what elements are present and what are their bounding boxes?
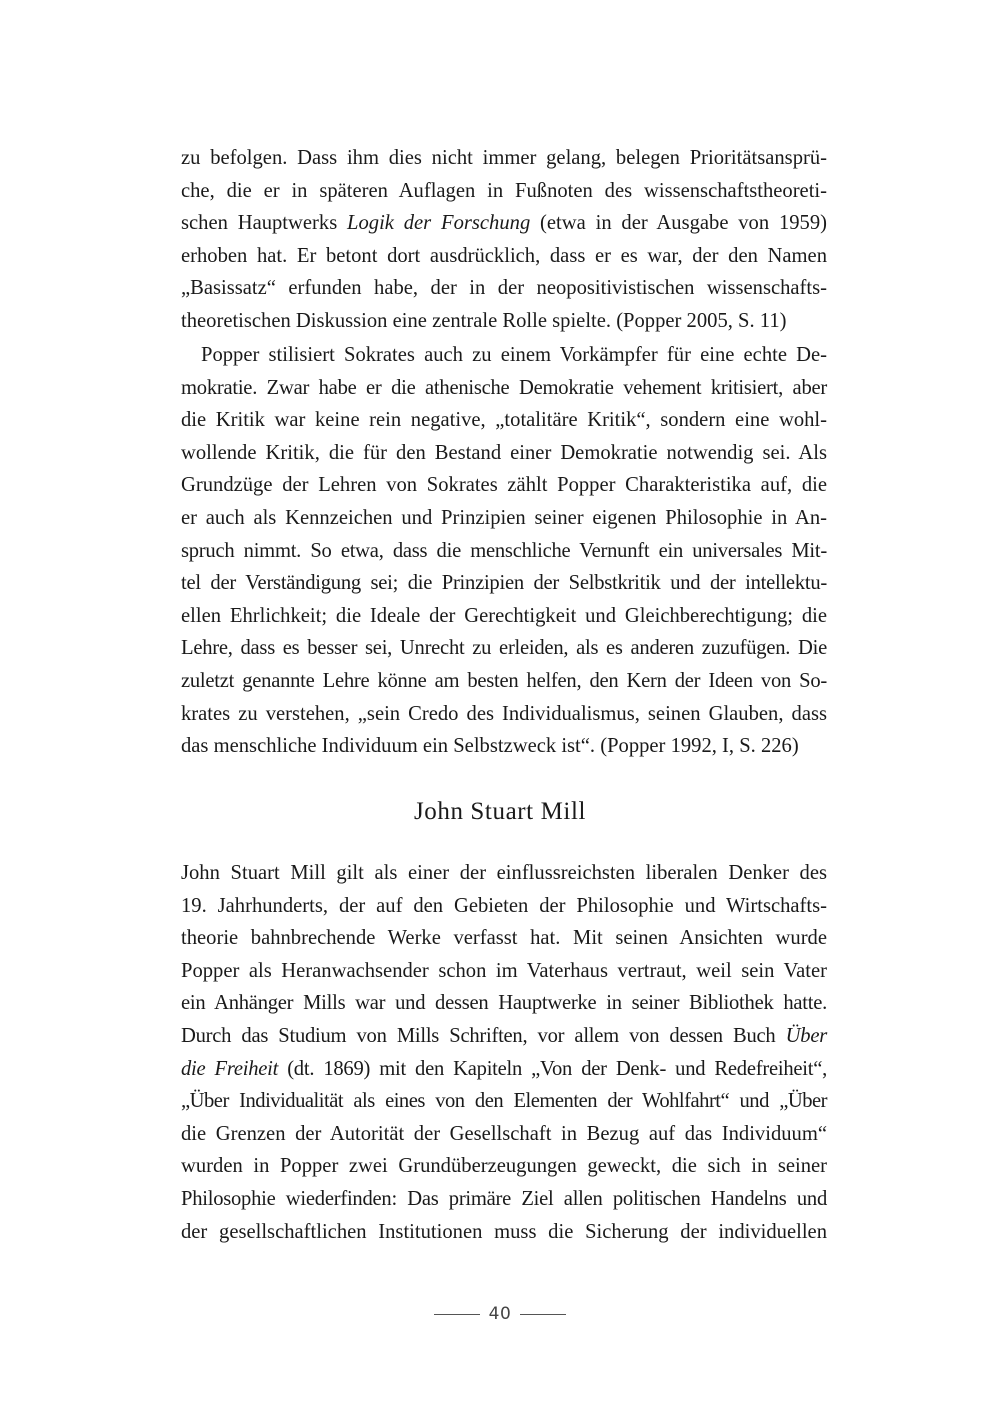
- page-footer: [0, 1304, 1000, 1324]
- text-line: das menschliche Individuum ein Selbstzweck ist“. (Popper 1992, I, S. 226): [181, 735, 799, 758]
- text-line: theorie bahnbrechende Werke verfasst hat. Mit seinen Ansichten wurde: [181, 927, 827, 950]
- text-line: ellen Ehrlichkeit; die Ideale der Gerechtigkeit und Gleichberechtigung; die: [181, 604, 827, 627]
- text-line: zu befolgen. Dass ihm dies nicht immer gelang, belegen Prioritätsansprü-: [181, 147, 827, 169]
- footer-rule-left: [434, 1314, 480, 1315]
- text-line: erhoben hat. Er betont dort ausdrücklich, dass er es war, der den Namen: [181, 244, 827, 267]
- text-line: krates zu verstehen, „sein Credo des Individualismus, seinen Glauben, dass: [181, 702, 827, 725]
- text-line: ein Anhänger Mills war und dessen Hauptwerke in seiner Bibliothek hatte.: [181, 992, 827, 1015]
- page-number: 40: [488, 1304, 512, 1324]
- text-line: der gesellschaftlichen Institutionen muss die Sicherung der individuellen: [181, 1220, 827, 1243]
- footer-rule-right: [520, 1314, 566, 1315]
- text-run: Durch das Studium von Mills Schriften, vor allem von dessen Buch: [181, 1024, 786, 1047]
- text-line: wurden in Popper zwei Grundüberzeugungen geweckt, die sich in seiner: [181, 1155, 827, 1178]
- text-line: die Kritik war keine rein negative, „totalitäre Kritik“, sondern eine wohl-: [181, 409, 827, 432]
- text-line: „Basissatz“ erfunden habe, der in der neopositivistischen wissenschafts-: [181, 277, 827, 300]
- text-line: John Stuart Mill gilt als einer der einflussreichsten liberalen Denker des: [181, 862, 827, 884]
- section-heading: John Stuart Mill: [413, 798, 587, 825]
- book-title: Über: [785, 1024, 827, 1047]
- text-line: „Über Individualität als eines von den Elementen der Wohlfahrt“ und „Über: [181, 1090, 827, 1113]
- text-line: wollende Kritik, die für den Bestand einer Demokratie notwendig sei. Als: [181, 441, 827, 464]
- paragraph-1: [181, 142, 827, 338]
- text-run: schen Hauptwerks: [181, 212, 348, 235]
- text-line: Lehre, dass es besser sei, Unrecht zu erleiden, als es anderen zuzufügen. Die: [181, 637, 827, 660]
- text-run: (etwa in der Ausgabe von 1959): [530, 212, 828, 235]
- text-line: [181, 207, 827, 240]
- text-line: [181, 1053, 827, 1086]
- text-line: theoretischen Diskussion eine zentrale Rolle spielte. (Popper 2005, S. 11): [181, 309, 787, 332]
- text-line: zuletzt genannte Lehre könne am besten helfen, den Kern der Ideen von So-: [181, 669, 827, 692]
- text-line: tel der Verständigung sei; die Prinzipien der Selbstkritik und der intellektu-: [181, 572, 827, 595]
- book-title: die Freiheit: [181, 1057, 279, 1080]
- text-line: spruch nimmt. So etwa, dass die menschliche Vernunft ein universales Mit-: [181, 539, 827, 562]
- text-run: (dt. 1869) mit den Kapiteln „Von der Denk- und Redefreiheit“,: [278, 1057, 827, 1080]
- text-line: Philosophie wiederfinden: Das primäre Ziel allen politischen Handelns und: [181, 1187, 827, 1210]
- text-line: [181, 1020, 827, 1053]
- text-line: che, die er in späteren Auflagen in Fußnoten des wissenschaftstheoreti-: [181, 179, 827, 202]
- paragraph-2: [181, 339, 827, 763]
- text-line: Grundzüge der Lehren von Sokrates zählt Popper Charakteristika auf, die: [181, 474, 827, 497]
- text-line: Popper als Heranwachsender schon im Vaterhaus vertraut, weil sein Vater: [181, 959, 827, 982]
- paragraph-3: [181, 857, 827, 1248]
- text-line: mokratie. Zwar habe er die athenische Demokratie vehement kritisiert, aber: [181, 376, 827, 399]
- book-title: Logik der Forschung: [347, 212, 531, 235]
- text-line: die Grenzen der Autorität der Gesellschaft in Bezug auf das Individuum“: [181, 1122, 827, 1145]
- text-line: Popper stilisiert Sokrates auch zu einem Vorkämpfer für eine echte De-: [201, 344, 827, 366]
- text-line: er auch als Kennzeichen und Prinzipien seiner eigenen Philosophie in An-: [181, 506, 827, 529]
- text-line: 19. Jahrhunderts, der auf den Gebieten der Philosophie und Wirtschafts-: [181, 894, 827, 917]
